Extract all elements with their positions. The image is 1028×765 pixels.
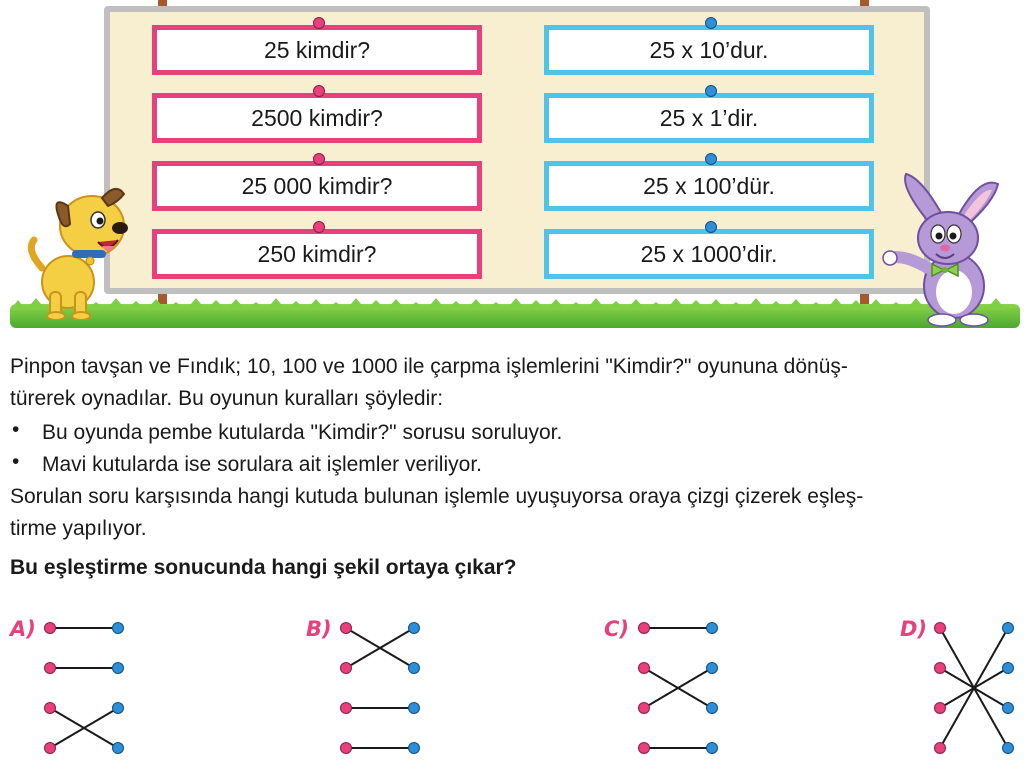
blue-dot — [113, 743, 124, 754]
pink-dot — [935, 703, 946, 714]
pink-dot — [639, 743, 650, 754]
bullet-dot-2: • — [12, 450, 20, 473]
pink-dot — [935, 743, 946, 754]
options-diagrams — [0, 600, 1028, 760]
rabbit-illustration — [882, 168, 1012, 328]
blue-dot — [707, 623, 718, 634]
question-box-4 — [152, 229, 482, 279]
answer-dot-2 — [705, 85, 717, 97]
rule-line-1: Sorulan soru karşısında hangi kutuda bulunan işlemle uyuşuyorsa oraya çizgi çizerek eşleş- — [10, 485, 864, 508]
rule-line-2: tirme yapılıyor. — [10, 517, 147, 540]
blue-dot — [409, 743, 420, 754]
answer-text-2: 25 x 1’dir. — [659, 104, 759, 131]
option-diagram-c[interactable] — [639, 623, 718, 754]
question-dot-2 — [313, 85, 325, 97]
pink-dot — [45, 623, 56, 634]
pink-dot — [341, 663, 352, 674]
pink-dot — [341, 623, 352, 634]
pink-dot — [341, 703, 352, 714]
pink-dot — [639, 623, 650, 634]
answer-dot-1 — [705, 17, 717, 29]
option-diagram-d[interactable] — [935, 623, 1014, 754]
bullet-text-1: Bu oyunda pembe kutularda "Kimdir?" sorusu soruluyor. — [42, 421, 563, 444]
option-letter-a[interactable]: A) — [10, 617, 36, 641]
bullet-dot-1: • — [12, 418, 20, 441]
blue-dot — [113, 623, 124, 634]
option-diagram-b[interactable] — [341, 623, 420, 754]
blue-dot — [1003, 663, 1014, 674]
bullet-text-2: Mavi kutularda ise sorulara ait işlemler veriliyor. — [42, 453, 482, 476]
question-box-2 — [152, 93, 482, 143]
option-letter-b[interactable]: B) — [306, 617, 332, 641]
blue-dot — [409, 703, 420, 714]
question-dot-4 — [313, 221, 325, 233]
question-dot-1 — [313, 17, 325, 29]
dog-illustration — [20, 180, 140, 320]
blue-dot — [707, 743, 718, 754]
blue-dot — [113, 663, 124, 674]
pink-dot — [45, 663, 56, 674]
question-prompt: Bu eşleştirme sonucunda hangi şekil ortaya çıkar? — [10, 556, 517, 579]
grass-tufts — [10, 296, 1020, 310]
question-box-1 — [152, 25, 482, 75]
answer-dot-4 — [705, 221, 717, 233]
intro-line-2: türerek oynadılar. Bu oyunun kuralları şöyledir: — [10, 387, 444, 410]
pink-dot — [45, 743, 56, 754]
answer-box-2 — [544, 93, 874, 143]
blue-dot — [1003, 623, 1014, 634]
blue-dot — [707, 703, 718, 714]
pink-dot — [935, 623, 946, 634]
option-letter-d[interactable]: D) — [900, 617, 928, 641]
blue-dot — [409, 663, 420, 674]
pink-dot — [639, 663, 650, 674]
option-letter-c[interactable]: C) — [604, 617, 630, 641]
option-diagram-a[interactable] — [45, 623, 124, 754]
question-box-3 — [152, 161, 482, 211]
question-dot-3 — [313, 153, 325, 165]
pink-dot — [341, 743, 352, 754]
blue-dot — [1003, 703, 1014, 714]
answer-dot-3 — [705, 153, 717, 165]
answer-box-1 — [544, 25, 874, 75]
blue-dot — [707, 663, 718, 674]
answer-text-1: 25 x 10’dur. — [649, 36, 769, 63]
question-text-4: 250 kimdir? — [257, 240, 377, 267]
question-text-2: 2500 kimdir? — [251, 104, 383, 131]
blue-dot — [1003, 743, 1014, 754]
pink-dot — [45, 703, 56, 714]
answer-text-4: 25 x 1000’dir. — [640, 240, 778, 267]
pink-dot — [639, 703, 650, 714]
question-text-1: 25 kimdir? — [263, 36, 371, 63]
blue-dot — [409, 623, 420, 634]
blue-dot — [113, 703, 124, 714]
board-scene — [0, 0, 1028, 332]
pink-dot — [935, 663, 946, 674]
answer-box-4 — [544, 229, 874, 279]
answer-box-3 — [544, 161, 874, 211]
intro-line-1: Pinpon tavşan ve Fındık; 10, 100 ve 1000 ile çarpma işlemlerini "Kimdir?" oyununa dönüş- — [10, 355, 848, 378]
answer-text-3: 25 x 100’dür. — [643, 172, 775, 199]
question-text-3: 25 000 kimdir? — [241, 172, 393, 199]
